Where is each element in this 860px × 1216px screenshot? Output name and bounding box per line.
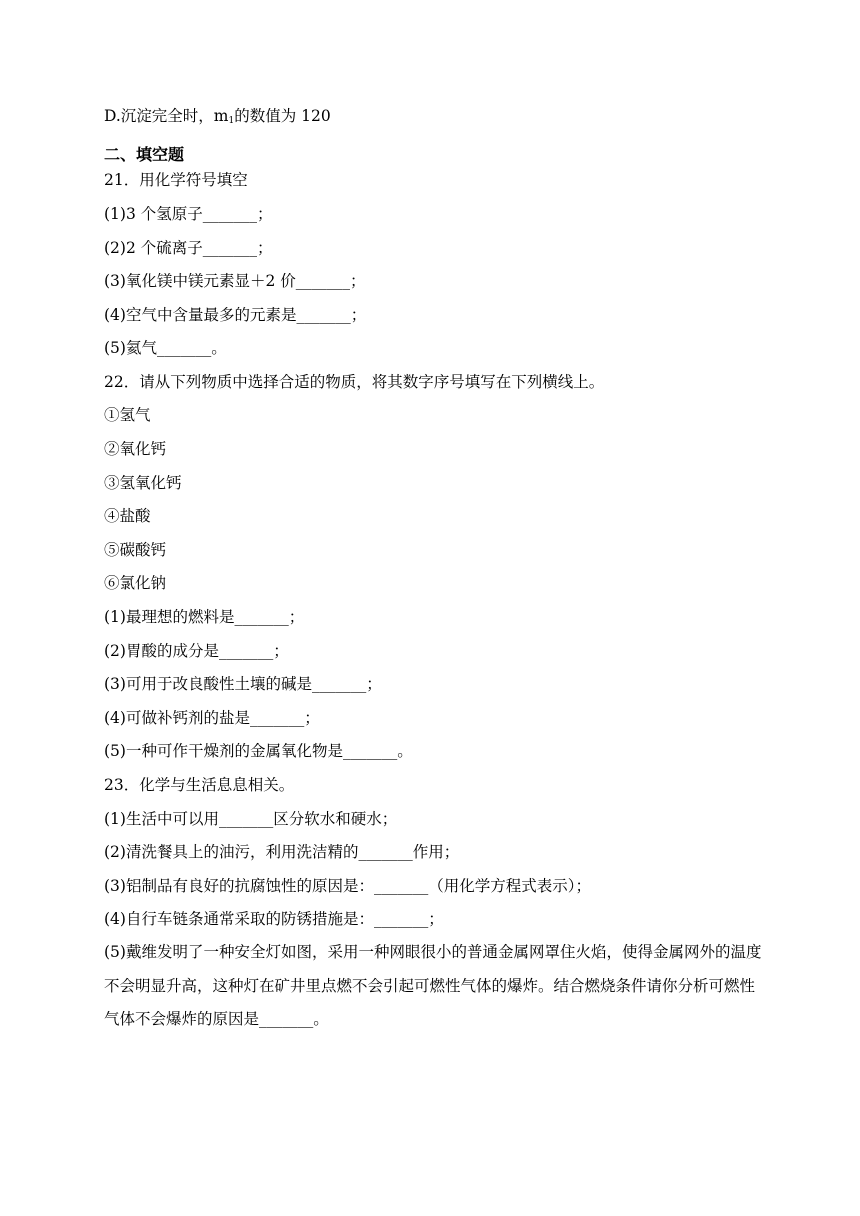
q22-item-5: (5)一种可作干燥剂的金属氧化物是_______。	[104, 742, 413, 760]
q22-option-2: ②氧化钙	[104, 440, 167, 458]
q22-item-3: (3)可用于改良酸性土壤的碱是_______；	[104, 675, 382, 693]
q22-option-5: ⑤碳酸钙	[104, 541, 167, 559]
option-d-text	[104, 106, 331, 131]
q23-item-4: (4)自行车链条通常采取的防锈措施是：_______；	[104, 910, 444, 928]
q23-item-5: (5)戴维发明了一种安全灯如图，采用一种网眼很小的普通金属网罩住火焰，使得金属网外的温度不会明显升高，这种灯在矿井里点燃不会引起可燃性气体的爆炸。结合燃烧条件请你分析可燃性气体不会爆炸的原因是_______。	[104, 943, 762, 1028]
q22-item-2: (2)胃酸的成分是_______；	[104, 642, 289, 660]
q22-title: 22．请从下列物质中选择合适的物质，将其数字序号填写在下列横线上。	[104, 373, 605, 391]
q22-option-1: ①氢气	[104, 406, 151, 424]
q21-item-5: (5)氦气_______。	[104, 339, 227, 357]
section-title: 二、填空题	[104, 145, 185, 164]
q22-option-6: ⑥氯化钠	[104, 574, 167, 592]
q23-item-3: (3)铝制品有良好的抗腐蚀性的原因是：_______（用化学方程式表示）；	[104, 877, 591, 895]
q22-item-1: (1)最理想的燃料是_______；	[104, 608, 305, 626]
q23-item-1: (1)生活中可以用_______区分软水和硬水；	[104, 810, 398, 828]
option-d-prefix: D.沉淀完全时，m	[104, 107, 229, 125]
option-d-subscript: 1	[228, 116, 235, 126]
q21-title: 21．用化学符号填空	[104, 171, 248, 189]
q21-item-4: (4)空气中含量最多的元素是_______；	[104, 306, 367, 324]
q23-title: 23．化学与生活息息相关。	[104, 776, 295, 794]
q22-item-4: (4)可做补钙剂的盐是_______；	[104, 709, 320, 727]
q23-item-2: (2)清洗餐具上的油污，利用洗洁精的_______作用；	[104, 843, 460, 861]
option-d-suffix: 的数值为 120	[234, 107, 331, 125]
q21-item-3: (3)氧化镁中镁元素显＋2 价_______；	[104, 272, 366, 290]
q21-item-1: (1)3 个氢原子_______；	[104, 205, 273, 223]
q21-item-2: (2)2 个硫离子_______；	[104, 239, 273, 257]
q22-option-3: ③氢氧化钙	[104, 474, 182, 492]
q22-option-4: ④盐酸	[104, 507, 151, 525]
